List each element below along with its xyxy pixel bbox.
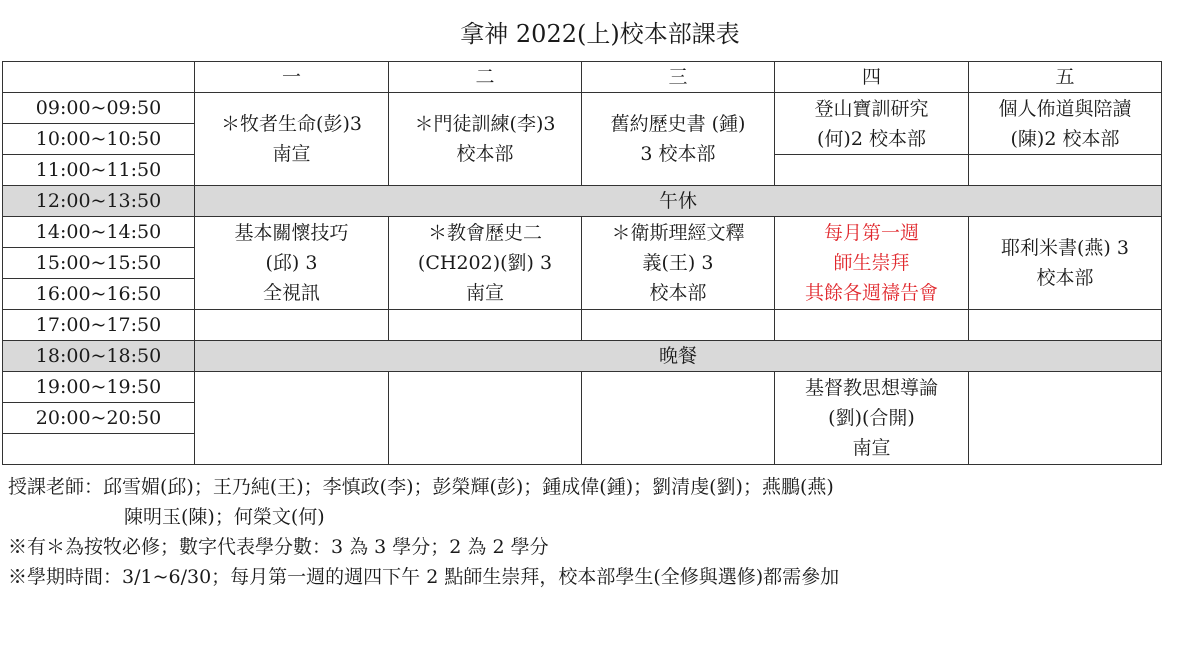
empty-cell bbox=[389, 310, 582, 341]
day-header-fri: 五 bbox=[969, 62, 1162, 93]
time-slot: 14:00~14:50 bbox=[3, 217, 195, 248]
dinner-row bbox=[3, 341, 1162, 372]
course-line: (邱) 3 bbox=[265, 252, 318, 274]
time-slot: 11:00~11:50 bbox=[3, 155, 195, 186]
course-line: (何)2 校本部 bbox=[817, 127, 926, 150]
time-slot: 09:00~09:50 bbox=[3, 93, 195, 124]
course-line: 登山寶訓研究 bbox=[814, 97, 929, 120]
course-tue-afternoon bbox=[389, 217, 582, 310]
empty-cell bbox=[969, 372, 1162, 465]
course-line: 校本部 bbox=[456, 143, 514, 165]
semester-note: ※學期時間：3/1~6/30；每月第一週的週四下午 2 點師生崇拜，校本部學生(全修與選修)都需參加 bbox=[8, 566, 840, 588]
time-row bbox=[3, 310, 1162, 341]
empty-cell bbox=[582, 372, 775, 465]
course-line: 南宣 bbox=[272, 143, 311, 165]
teachers-line: 授課老師：邱雪媚(邱)；王乃純(王)；李慎政(李)；彭榮輝(彭)；鍾成偉(鍾)；劉清虔(劉)；燕鵬(燕) bbox=[8, 476, 834, 498]
empty-cell bbox=[775, 155, 969, 186]
day-header-tue: 二 bbox=[389, 62, 582, 93]
time-slot: 18:00~18:50 bbox=[3, 341, 195, 372]
course-mon-afternoon bbox=[195, 217, 389, 310]
day-header-thu: 四 bbox=[775, 62, 969, 93]
empty-time-cell bbox=[3, 434, 195, 465]
empty-cell bbox=[775, 310, 969, 341]
course-wed-morning bbox=[582, 93, 775, 186]
empty-cell bbox=[582, 310, 775, 341]
time-row bbox=[3, 372, 1162, 403]
empty-cell bbox=[389, 372, 582, 465]
course-line: 校本部 bbox=[649, 282, 707, 304]
course-line: 全視訊 bbox=[262, 282, 320, 304]
day-header-wed: 三 bbox=[582, 62, 775, 93]
notice-line: 每月第一週 bbox=[823, 222, 919, 244]
page-title: 拿神 2022(上)校本部課表 bbox=[460, 20, 740, 48]
teachers-line-cont: 陳明玉(陳)；何榮文(何) bbox=[124, 506, 325, 528]
worship-notice bbox=[775, 217, 969, 310]
time-slot: 19:00~19:50 bbox=[3, 372, 195, 403]
time-slot: 16:00~16:50 bbox=[3, 279, 195, 310]
course-wed-afternoon bbox=[582, 217, 775, 310]
course-thu-morning bbox=[775, 93, 969, 155]
course-fri-morning bbox=[969, 93, 1162, 155]
course-line: 基督教思想導論 bbox=[804, 377, 938, 399]
course-line: ＊衛斯理經文釋 bbox=[611, 222, 745, 244]
empty-cell bbox=[969, 155, 1162, 186]
course-line: (CH202)(劉) 3 bbox=[417, 252, 553, 274]
day-header-mon: 一 bbox=[195, 62, 389, 93]
course-line: 義(王) 3 bbox=[642, 252, 714, 274]
course-tue-morning bbox=[389, 93, 582, 186]
time-slot: 20:00~20:50 bbox=[3, 403, 195, 434]
course-line: 舊約歷史書 (鍾) bbox=[610, 113, 746, 135]
course-line: ＊門徒訓練(李)3 bbox=[414, 113, 556, 135]
course-thu-evening bbox=[775, 372, 969, 465]
course-fri-afternoon bbox=[969, 217, 1162, 310]
lunch-row bbox=[3, 186, 1162, 217]
course-line: 耶利米書(燕) 3 bbox=[1001, 237, 1129, 259]
empty-cell bbox=[195, 310, 389, 341]
course-line: 南宣 bbox=[852, 437, 891, 459]
course-line: ＊教會歷史二 bbox=[427, 222, 542, 244]
corner-cell bbox=[3, 62, 195, 93]
time-slot: 15:00~15:50 bbox=[3, 248, 195, 279]
course-line: (陳)2 校本部 bbox=[1010, 127, 1120, 150]
course-line: 校本部 bbox=[1036, 267, 1094, 289]
notes-section bbox=[8, 472, 839, 592]
time-slot: 10:00~10:50 bbox=[3, 124, 195, 155]
course-line: 基本關懷技巧 bbox=[234, 222, 349, 244]
course-line: 個人佈道與陪讀 bbox=[998, 97, 1132, 120]
course-line: 3 校本部 bbox=[640, 143, 716, 165]
empty-cell bbox=[969, 310, 1162, 341]
course-line: ＊牧者生命(彭)3 bbox=[221, 113, 362, 135]
course-line: (劉)(合開) bbox=[828, 407, 915, 429]
time-row bbox=[3, 217, 1162, 248]
notice-line: 師生崇拜 bbox=[833, 252, 910, 274]
time-slot: 17:00~17:50 bbox=[3, 310, 195, 341]
empty-cell bbox=[195, 372, 389, 465]
header-row bbox=[3, 62, 1162, 93]
schedule-table bbox=[2, 61, 1162, 465]
time-slot: 12:00~13:50 bbox=[3, 186, 195, 217]
notice-line: 其餘各週禱告會 bbox=[804, 282, 938, 304]
lunch-break: 午休 bbox=[195, 186, 1162, 217]
course-mon-morning bbox=[195, 93, 389, 186]
time-row bbox=[3, 93, 1162, 124]
course-line: 南宣 bbox=[465, 282, 504, 304]
dinner-break: 晚餐 bbox=[195, 341, 1162, 372]
required-note: ※有＊為按牧必修；數字代表學分數：3 為 3 學分；2 為 2 學分 bbox=[8, 536, 549, 558]
